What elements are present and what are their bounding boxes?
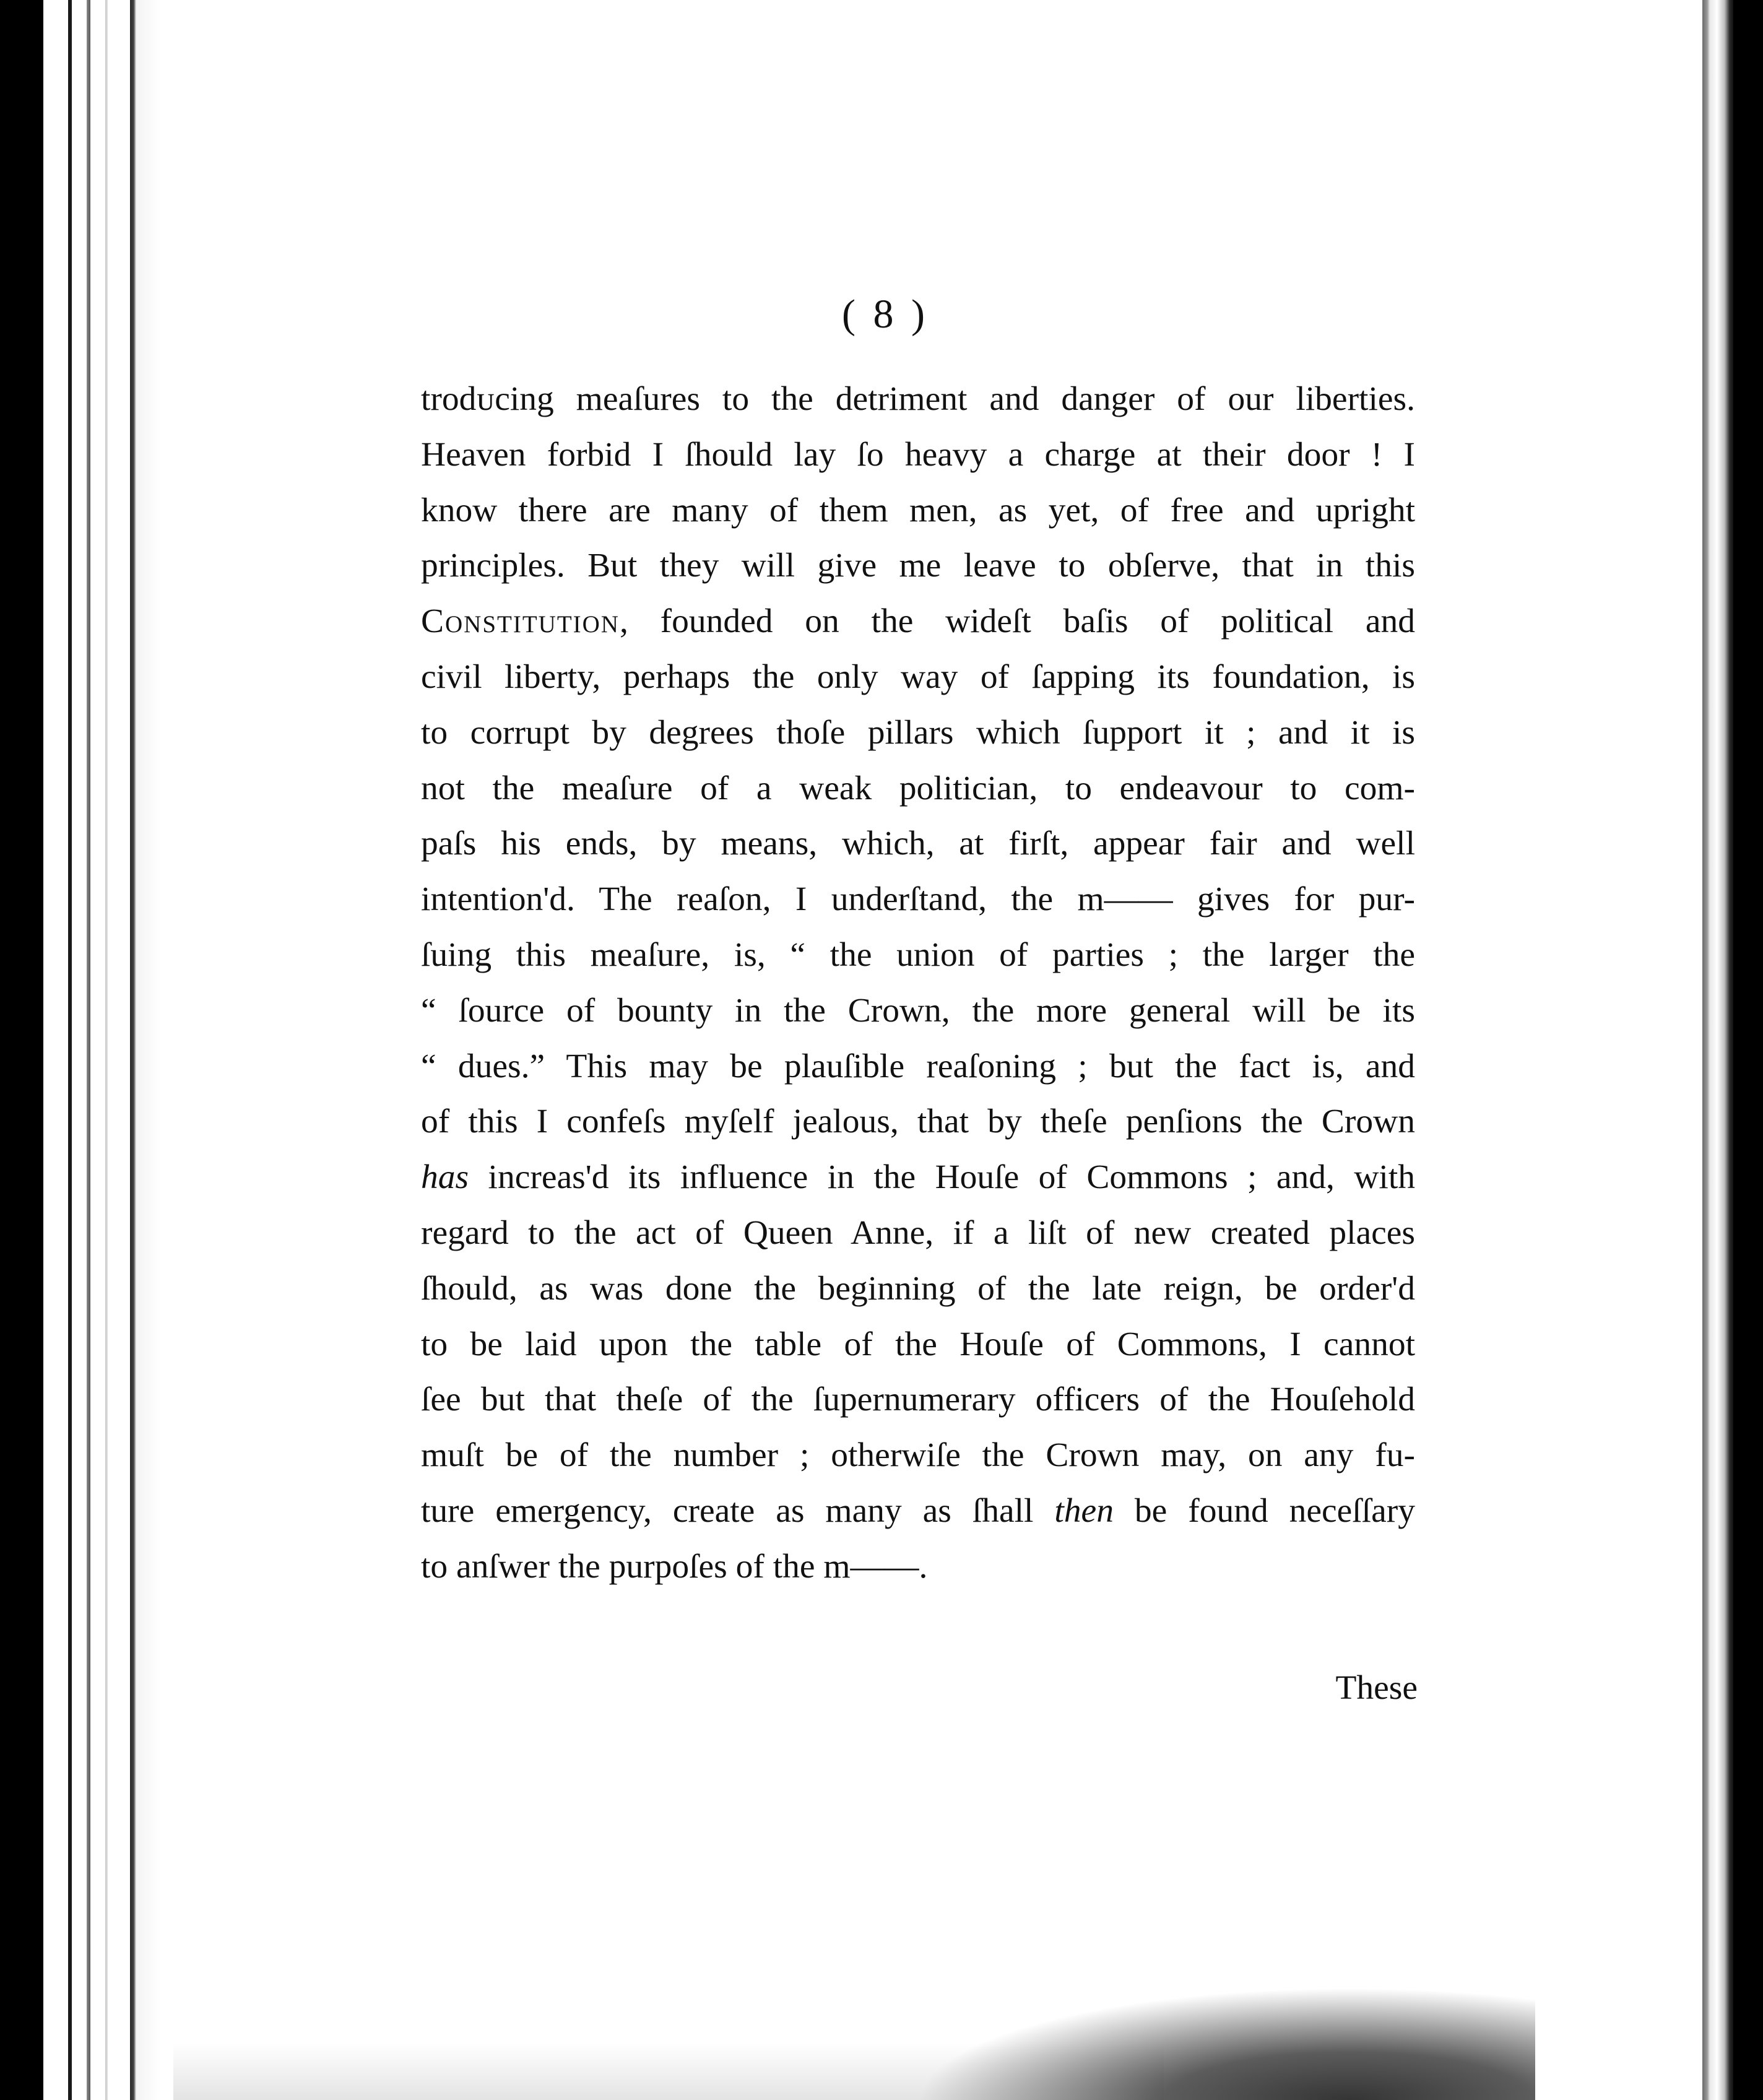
catchword: These <box>1335 1669 1418 1707</box>
text-line: trodᴜcing meaſures to the detriment and danger of our liberties. <box>421 380 1415 418</box>
text-line: ſuing this meaſure, is, “ the union of parties ; the larger the <box>421 935 1415 974</box>
page-right-edge <box>1678 0 1733 2100</box>
text-line: “ dues.” This may be plauſible reaſoning ; but the fact is, and <box>421 1047 1415 1085</box>
text-run: be found neceſſary <box>1113 1491 1415 1530</box>
text-line: paſs his ends, by means, which, at firſt, appear fair and well <box>421 825 1415 863</box>
text-run: then <box>1054 1491 1114 1530</box>
text-line <box>421 594 1415 649</box>
text-run: ture emergency, create as many as ſhall <box>421 1491 1055 1530</box>
text-line <box>421 1483 1415 1539</box>
text-line: to be laid upon the table of the Houſe of Commons, I cannot <box>421 1325 1415 1363</box>
text-line: muſt be of the number ; otherwiſe the Crown may, on any fu- <box>421 1436 1415 1475</box>
page-number: ( 8 ) <box>842 292 929 337</box>
text-run: has <box>421 1158 469 1197</box>
text-line: know there are many of them men, as yet, of free and upright <box>421 491 1415 529</box>
text-line: regard to the act of Queen Anne, if a liſt of new created places <box>421 1213 1415 1252</box>
scan-left-border <box>0 0 43 2100</box>
text-line: Heaven forbid I ſhould lay ſo heavy a charge at their door ! I <box>421 435 1415 474</box>
text-line: to anſwer the purpoſes of the m——. <box>421 1547 928 1586</box>
text-line: intention'd. The reaſon, I underſtand, the m—— gives for pur- <box>421 880 1415 919</box>
text-line <box>421 1150 1415 1205</box>
text-line: ſhould, as was done the beginning of the late reign, be order'd <box>421 1269 1415 1308</box>
text-line: of this I confeſs myſelf jealous, that by theſe penſions the Crown <box>421 1103 1415 1141</box>
body-text <box>421 371 1415 1595</box>
scan-right-border <box>1733 0 1763 2100</box>
text-run: Constitution <box>421 602 620 641</box>
text-line: “ ſource of bounty in the Crown, the more general will be its <box>421 991 1415 1030</box>
book-gutter <box>43 0 161 2100</box>
text-line: principles. But they will give me leave to obſerve, that in this <box>421 547 1415 585</box>
bottom-smudge <box>916 1987 1535 2100</box>
text-line: ſee but that theſe of the ſupernumerary officers of the Houſehold <box>421 1381 1415 1419</box>
text-line: to corrupt by degrees thoſe pillars which ſupport it ; and it is <box>421 713 1415 752</box>
text-run: increas'd its influence in the Houſe of Commons ; and, with <box>469 1158 1415 1197</box>
text-run: , founded on the wideſt baſis of political and <box>619 602 1415 641</box>
text-line: civil liberty, perhaps the only way of ſapping its foundation, is <box>421 657 1415 696</box>
text-line: not the meaſure of a weak politician, to endeavour to com- <box>421 769 1415 807</box>
